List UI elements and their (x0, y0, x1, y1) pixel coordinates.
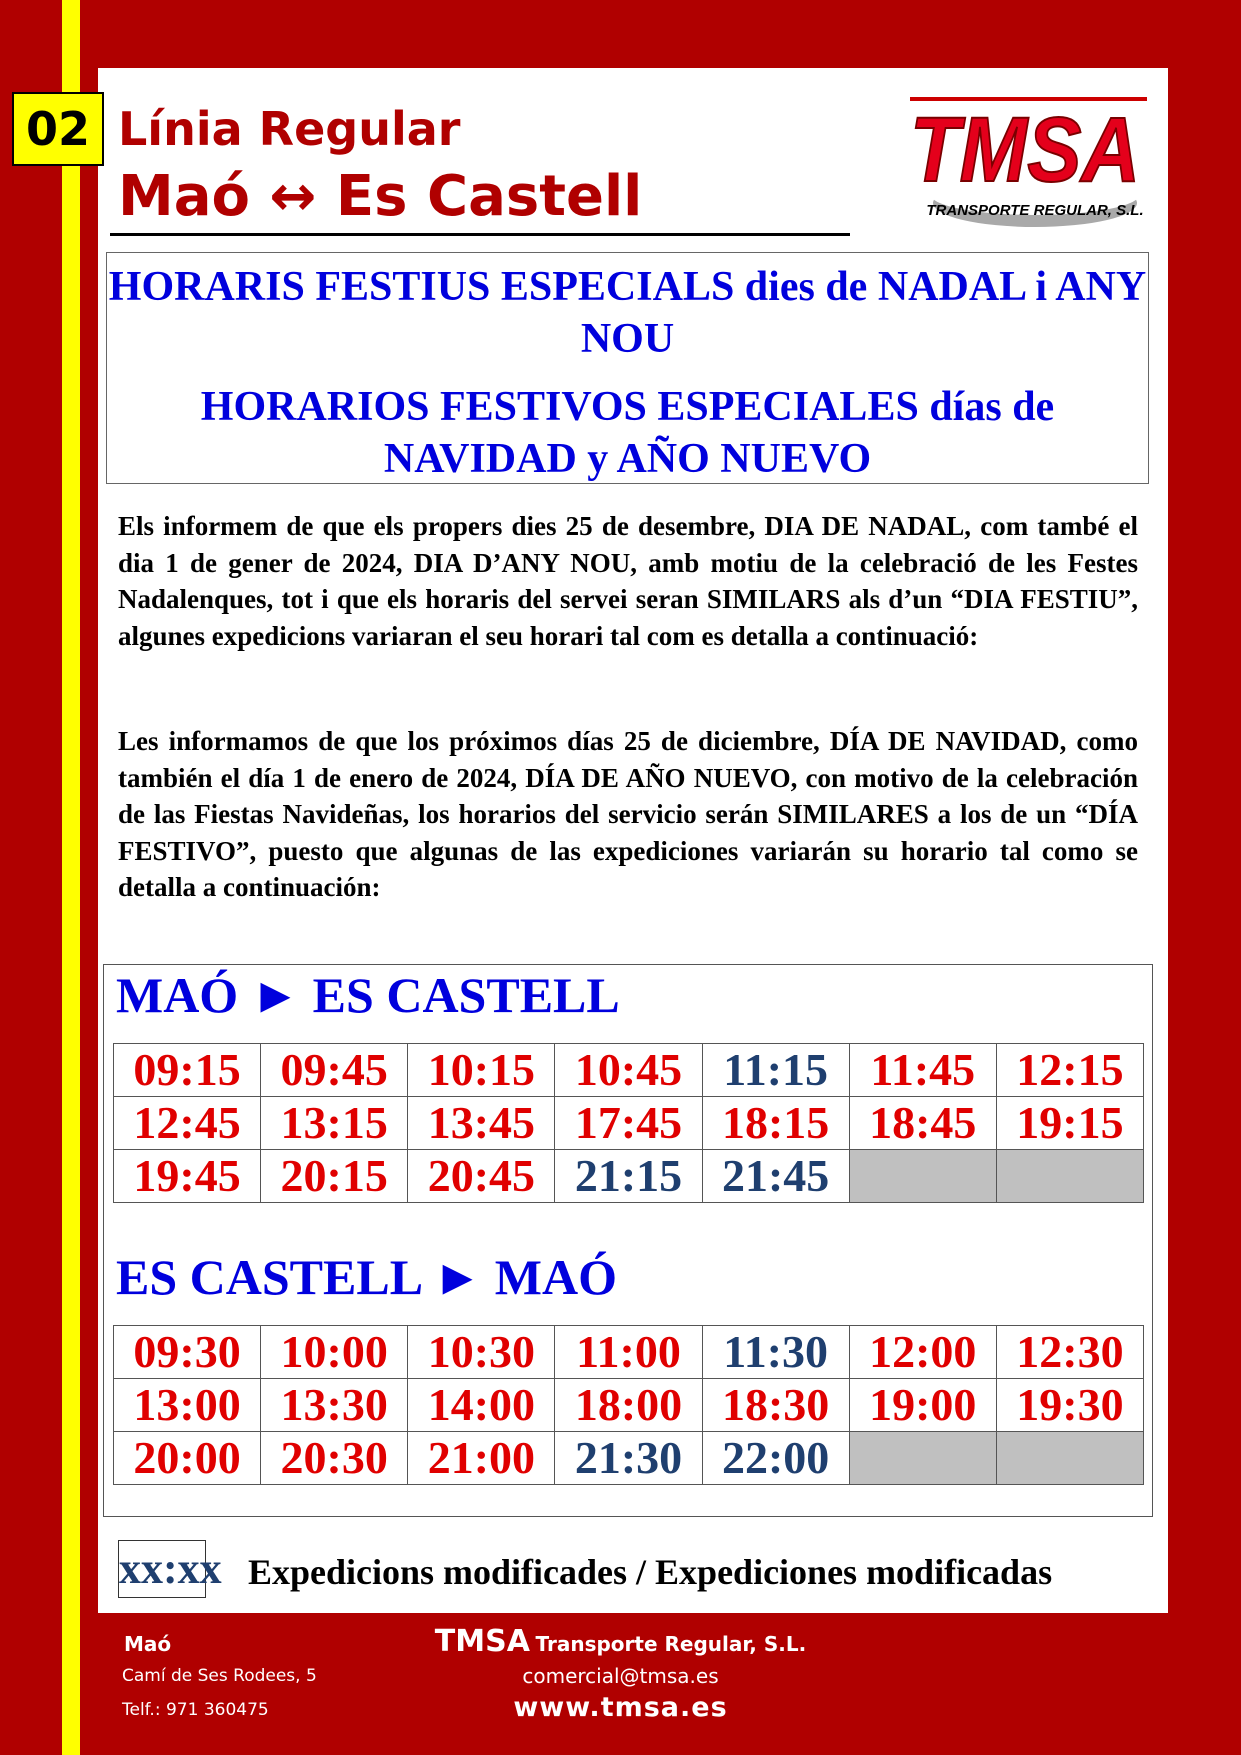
departure-time: 14:00 (408, 1379, 555, 1432)
departure-time: 18:30 (702, 1379, 849, 1432)
timetable-row (114, 1097, 1144, 1150)
direction-title-mao-es-castell: MAÓ ► ES CASTELL (116, 967, 620, 1023)
legend-text: Expedicions modificades / Expediciones modificadas (248, 1552, 1053, 1592)
footer-company (0, 1624, 1241, 1659)
empty-time-cell (996, 1432, 1143, 1485)
departure-time: 10:00 (261, 1326, 408, 1379)
empty-time-cell (849, 1432, 996, 1485)
timetable-mao-es-castell (113, 1043, 1144, 1203)
departure-time: 09:45 (261, 1044, 408, 1097)
departure-time: 12:45 (114, 1097, 261, 1150)
departure-time: 13:45 (408, 1097, 555, 1150)
departure-time: 11:00 (555, 1326, 702, 1379)
departure-time: 19:15 (996, 1097, 1143, 1150)
departure-time: 09:30 (114, 1326, 261, 1379)
footer-phone: Telf.: 971 360475 (122, 1700, 269, 1720)
departure-time: 09:15 (114, 1044, 261, 1097)
timetable-row (114, 1326, 1144, 1379)
departure-time-modified: 21:15 (555, 1150, 702, 1203)
departure-time: 20:30 (261, 1432, 408, 1485)
departure-time: 21:00 (408, 1432, 555, 1485)
departure-time: 18:15 (702, 1097, 849, 1150)
line-number-badge: 02 (12, 92, 104, 166)
departure-time: 18:45 (849, 1097, 996, 1150)
departure-time: 12:30 (996, 1326, 1143, 1379)
notice-title-spanish: HORARIOS FESTIVOS ESPECIALES días de NAVIDAD y AÑO NUEVO (200, 384, 1055, 482)
timetable-row (114, 1044, 1144, 1097)
departure-time: 13:30 (261, 1379, 408, 1432)
footer-website[interactable]: www.tmsa.es (513, 1692, 728, 1723)
departure-time-modified: 11:15 (702, 1044, 849, 1097)
empty-time-cell (996, 1150, 1143, 1203)
departure-time-modified: 21:30 (555, 1432, 702, 1485)
schedule-box (103, 964, 1153, 1517)
timetable-row (114, 1379, 1144, 1432)
timetable-es-castell-mao (113, 1325, 1144, 1485)
route-title: Maó ↔ Es Castell (118, 164, 643, 229)
departure-time: 18:00 (555, 1379, 702, 1432)
departure-time: 17:45 (555, 1097, 702, 1150)
footer-address: Camí de Ses Rodees, 5 (122, 1666, 317, 1686)
departure-time: 10:30 (408, 1326, 555, 1379)
departure-time-modified: 11:30 (702, 1326, 849, 1379)
departure-time-modified: 22:00 (702, 1432, 849, 1485)
departure-time: 19:30 (996, 1379, 1143, 1432)
departure-time: 13:00 (114, 1379, 261, 1432)
line-type-title: Línia Regular (118, 102, 461, 156)
departure-time: 20:00 (114, 1432, 261, 1485)
notice-paragraph-spanish: Les informamos de que los próximos días 25 de diciembre, DÍA DE NAVIDAD, como también el día 1 de enero de 2024, DÍA DE AÑO NUEVO, con motivo de la celebración de las Fiestas Navideñas, los horarios del servicio serán SIMILARES a los de un “DÍA FESTIVO”, puesto que algunas de las expediciones variarán su horario tal como se detalla a continuación: (118, 726, 1138, 902)
tmsa-logo (885, 85, 1155, 245)
departure-time: 10:15 (408, 1044, 555, 1097)
title-divider (110, 233, 850, 236)
departure-time: 20:45 (408, 1150, 555, 1203)
departure-time-modified: 21:45 (702, 1150, 849, 1203)
departure-time: 10:45 (555, 1044, 702, 1097)
departure-time: 19:45 (114, 1150, 261, 1203)
departure-time: 20:15 (261, 1150, 408, 1203)
footer-city: Maó (124, 1632, 172, 1656)
departure-time: 19:00 (849, 1379, 996, 1432)
legend-modified-sample: xx:xx (118, 1540, 206, 1598)
footer-company-brand: TMSA (434, 1624, 530, 1659)
departure-time: 13:15 (261, 1097, 408, 1150)
notice-title-catalan: HORARIS FESTIUS ESPECIALS dies de NADAL i ANY NOU (108, 264, 1147, 362)
logo-text: TMSA (910, 99, 1140, 201)
timetable-row (114, 1150, 1144, 1203)
direction-title-es-castell-mao: ES CASTELL ► MAÓ (116, 1249, 618, 1305)
logo-subtitle: TRANSPORTE REGULAR, S.L. (926, 202, 1144, 219)
footer-company-name: Transporte Regular, S.L. (535, 1632, 807, 1656)
holiday-notice-box (106, 252, 1149, 484)
departure-time: 12:15 (996, 1044, 1143, 1097)
departure-time: 12:00 (849, 1326, 996, 1379)
footer-email[interactable]: comercial@tmsa.es (522, 1664, 719, 1688)
notice-paragraph-catalan: Els informem de que els propers dies 25 de desembre, DIA DE NADAL, com també el dia 1 de gener de 2024, DIA D’ANY NOU, amb motiu de la celebració de les Festes Nadalenques, tot i que els horaris del servei seran SIMILARS als d’un “DIA FESTIU”, algunes expedicions variaran el seu horari tal com es detalla a continuació: (118, 511, 1138, 651)
empty-time-cell (849, 1150, 996, 1203)
timetable-row (114, 1432, 1144, 1485)
yellow-side-strip (62, 0, 80, 1755)
departure-time: 11:45 (849, 1044, 996, 1097)
